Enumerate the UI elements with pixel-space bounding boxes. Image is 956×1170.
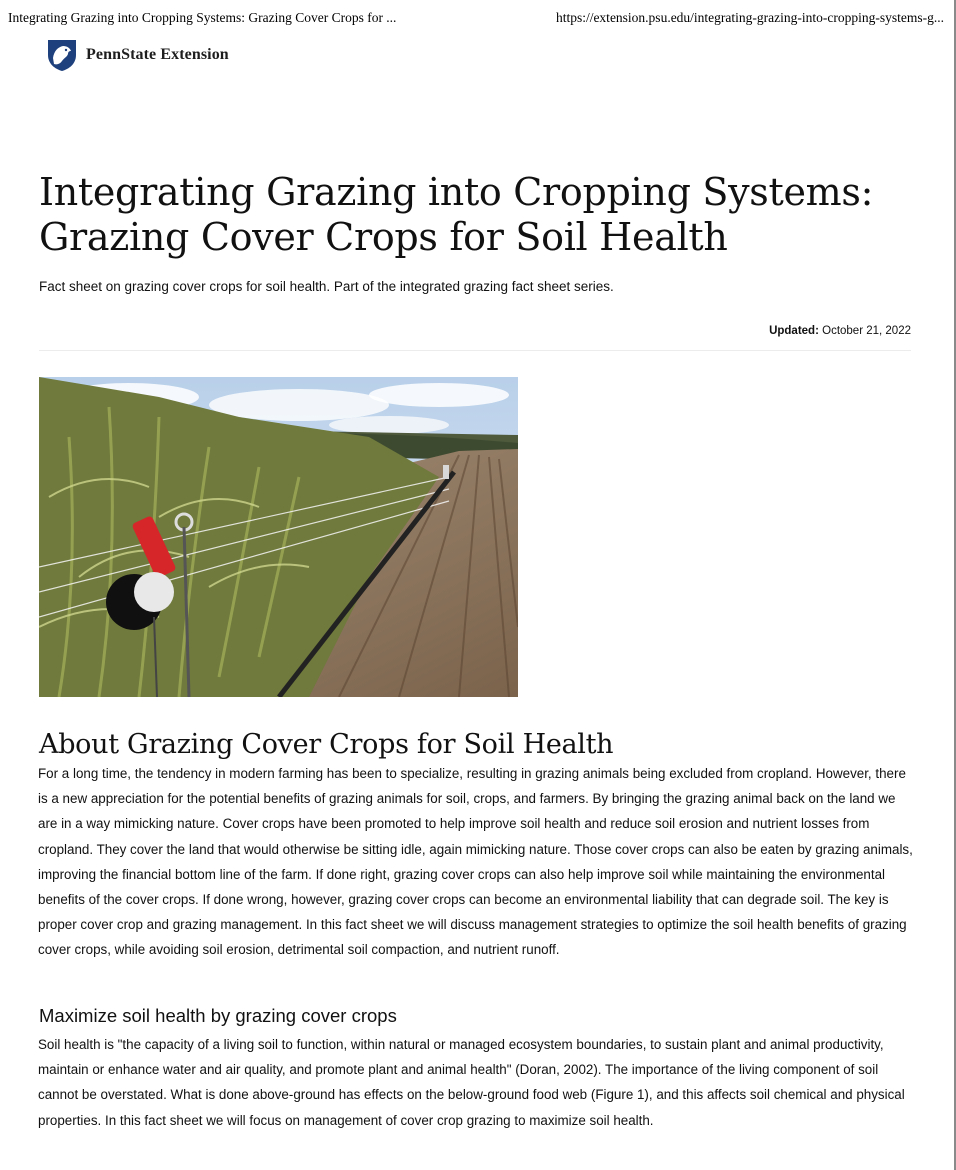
section-divider	[39, 350, 911, 351]
print-header	[8, 10, 944, 26]
section-body-about: For a long time, the tendency in modern farming has been to specialize, resulting in grazing animals being excluded from cropland. However, there is a new appreciation for the potential benefits of grazing animals for soil, crops, and farmers. By bringing the grazing animal back on the land we are in a way mimicking nature. Cover crops have been promoted to help improve soil health and reduce soil erosion and nutrient losses from cropland. They cover the land that would otherwise be sitting idle, again mimicking nature. Those cover crops can also be eaten by grazing animals, improving the financial bottom line of the farm. If done right, grazing cover crops can also help improve soil while maintaining the environmental benefits of the cover crops. If done wrong, however, grazing cover crops can become an environmental liability that can degrade soil. The key is proper cover crop and grazing management. In this fact sheet we will discuss management strategies to optimize the soil health benefits of grazing cover crops, while avoiding soil erosion, detrimental soil compaction, and nutrient runoff.	[38, 766, 913, 958]
article-summary: Fact sheet on grazing cover crops for soil health. Part of the integrated grazing fact sheet series.	[39, 279, 614, 294]
penn-state-extension-logo[interactable]	[46, 38, 229, 72]
hero-photo-illustration	[39, 377, 518, 697]
section-heading-maximize: Maximize soil health by grazing cover crops	[39, 1005, 397, 1026]
logo-text: PennState Extension	[86, 46, 229, 63]
print-header-url: https://extension.psu.edu/integrating-grazing-into-cropping-systems-g...	[555, 10, 944, 25]
section-heading-about: About Grazing Cover Crops for Soil Health	[39, 729, 614, 760]
updated-date: October 21, 2022	[822, 325, 911, 337]
updated-info	[769, 325, 911, 337]
article-title: Integrating Grazing into Cropping Systems: Grazing Cover Crops for Soil Health	[39, 170, 874, 259]
section-body-maximize: Soil health is "the capacity of a living soil to function, within natural or managed ecosystem boundaries, to sustain plant and animal productivity, maintain or enhance water and air quality, and promote plant and animal health" (Doran, 2002). The importance of the living component of soil cannot be overstated. What is done above-ground has effects on the below-ground food web (Figure 1), and this affects soil chemical and physical properties. In this fact sheet we will focus on management of cover crop grazing to maximize soil health.	[38, 1037, 905, 1128]
updated-label: Updated:	[769, 325, 819, 337]
print-header-title: Integrating Grazing into Cropping Systems: Grazing Cover Crops for ...	[8, 10, 397, 25]
penn-state-shield-icon	[46, 38, 78, 72]
hero-photo-cover-crop-grazing	[39, 377, 518, 697]
